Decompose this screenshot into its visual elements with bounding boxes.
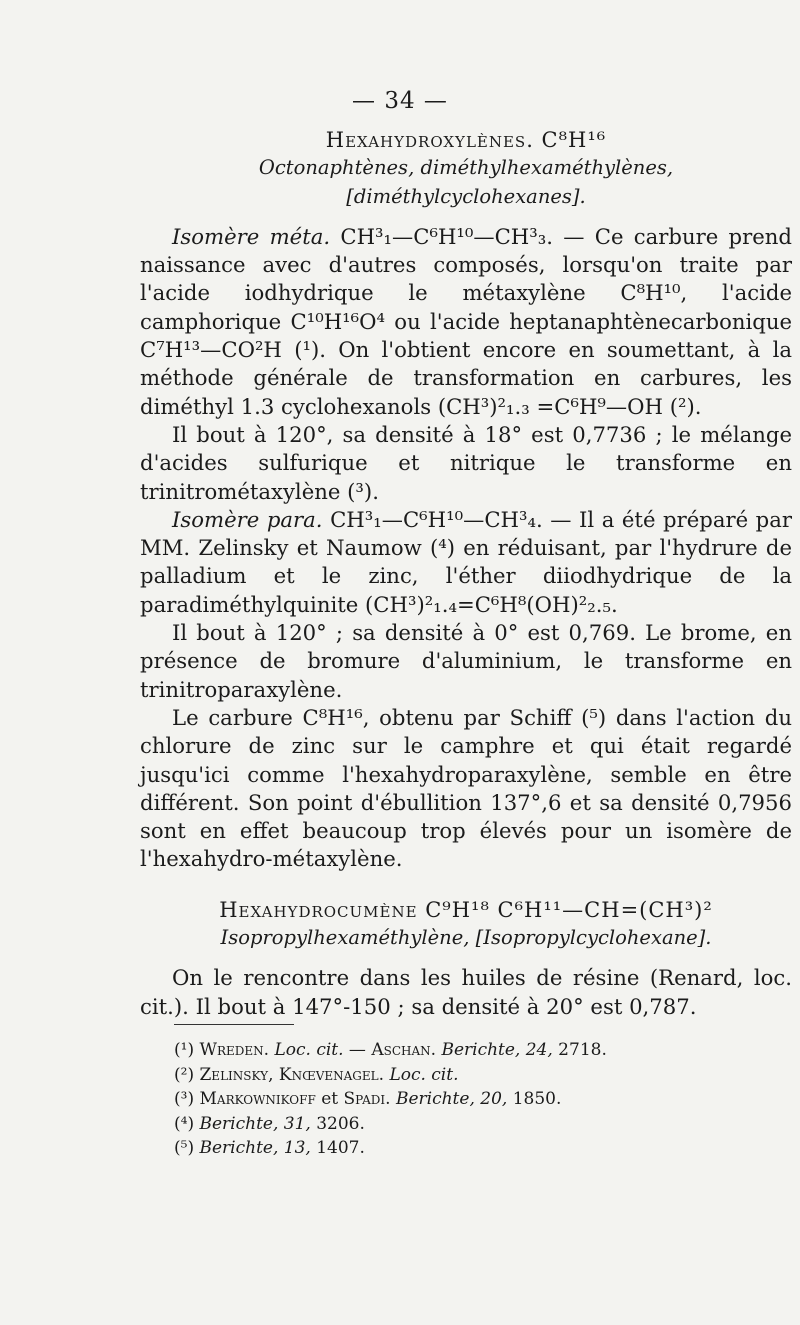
footnote-marker: (⁴) <box>174 1113 195 1134</box>
footnote-5 <box>174 1136 734 1161</box>
meta-isomer-text: CH³₁—C⁶H¹⁰—CH³₃. — Ce carbure prend naissance avec d'autres composés, lorsqu'on traite par l'acide iodhydrique le métaxylène C⁸H¹⁰, l'acide camphorique C¹⁰H¹⁶O⁴ ou l'acide heptanaphtènecarbonique C⁷H¹³—CO²H (¹). On l'obtient encore en soumettant, à la méthode générale de transformation en carbures, les diméthyl 1.3 cyclohexanols (CH³)²₁.₃ =C⁶H⁹—OH (²). <box>140 223 792 419</box>
footnote-2 <box>174 1063 734 1088</box>
footnote-text: 3206. <box>310 1113 365 1134</box>
paragraph-para-properties: Il bout à 120° ; sa densité à 0° est 0,769. Le brome, en présence de bromure d'aluminium, le transforme en trinitroparaxylène. <box>140 620 792 702</box>
footnote-text: 2718. <box>552 1040 607 1060</box>
footnote-marker: (³) <box>174 1089 195 1109</box>
footnote-author: Aschan. <box>371 1040 437 1060</box>
footnote-marker: (⁵) <box>174 1138 195 1158</box>
paragraph-para-isomer <box>140 506 792 619</box>
para-isomer-label: Isomère para. <box>172 506 323 532</box>
paragraph-meta-properties: Il bout à 120°, sa densité à 18° est 0,7736 ; le mélange d'acides sulfurique et nitrique le transforme en trinitrométaxylène (³). <box>140 421 792 504</box>
footnote-text: 1850. <box>507 1089 562 1109</box>
footnote-marker: (²) <box>174 1064 195 1085</box>
main-text <box>140 126 792 1021</box>
section-subheading-hexahydroxylenes: Octonaphtènes, diméthylhexaméthylènes, [diméthylcyclohexanes]. <box>258 156 674 208</box>
footnote-author: Wreden. <box>199 1040 270 1060</box>
footnote-ref: Berichte, 13, <box>199 1138 311 1158</box>
footnotes <box>174 1038 734 1161</box>
footnote-ref: Berichte, 20, <box>395 1089 508 1109</box>
section-heading-hexahydroxylenes: Hexahydroxylènes. C⁸H¹⁶ <box>325 128 607 152</box>
paragraph-hexahydrocumene: On le rencontre dans les huiles de résine (Renard, loc. cit.). Il bout à 147°-150 ; sa densité à 20° est 0,787. <box>140 965 792 1019</box>
footnote-text: 1407. <box>310 1138 365 1158</box>
section-subheading-hexahydrocumene: Isopropylhexaméthylène, [Isopropylcyclohexane]. <box>220 926 712 950</box>
footnote-divider <box>174 1024 294 1025</box>
footnote-author: Markownikoff <box>199 1089 316 1109</box>
footnote-3 <box>174 1087 734 1112</box>
paragraph-meta-isomer <box>140 223 792 421</box>
para-isomer-text: CH³₁—C⁶H¹⁰—CH³₄. — Il a été préparé par MM. Zelinsky et Naumow (⁴) en réduisant, par l'hydrure de palladium et le zinc, l'éther diiodhydrique de la paradiméthylquinite (CH³)²₁.₄=C⁶H⁸(OH)²₂.₅. <box>140 506 792 617</box>
section-heading-hexahydrocumene: Hexahydrocumène C⁹H¹⁸ C⁶H¹¹—CH=(CH³)² <box>219 897 713 922</box>
footnote-ref: Berichte, 31, <box>199 1113 311 1134</box>
footnote-text: et <box>315 1089 344 1109</box>
meta-isomer-label: Isomère méta. <box>172 223 331 249</box>
footnote-text: — <box>343 1040 372 1060</box>
footnote-marker: (¹) <box>174 1040 195 1060</box>
page-number: — 34 — <box>352 88 448 114</box>
footnote-author: Spadi. <box>343 1089 391 1109</box>
footnote-author: Zelinsky, Knœvenagel. <box>199 1064 385 1085</box>
paragraph-schiff-carbure: Le carbure C⁸H¹⁶, obtenu par Schiff (⁵) dans l'action du chlorure de zinc sur le camphre et qui était regardé jusqu'ici comme l'hexahydroparaxylène, semble en être différent. Son point d'ébullition 137°,6 et sa densité 0,7956 sont en effet beaucoup trop élevés pour un isomère de l'hexahydro-métaxylène. <box>140 704 792 872</box>
footnote-ref: Loc. cit. <box>389 1064 459 1085</box>
footnote-1 <box>174 1038 734 1063</box>
footnote-ref: Berichte, 24, <box>441 1040 553 1060</box>
footnote-ref: Loc. cit. <box>274 1040 344 1060</box>
footnote-4 <box>174 1112 734 1137</box>
